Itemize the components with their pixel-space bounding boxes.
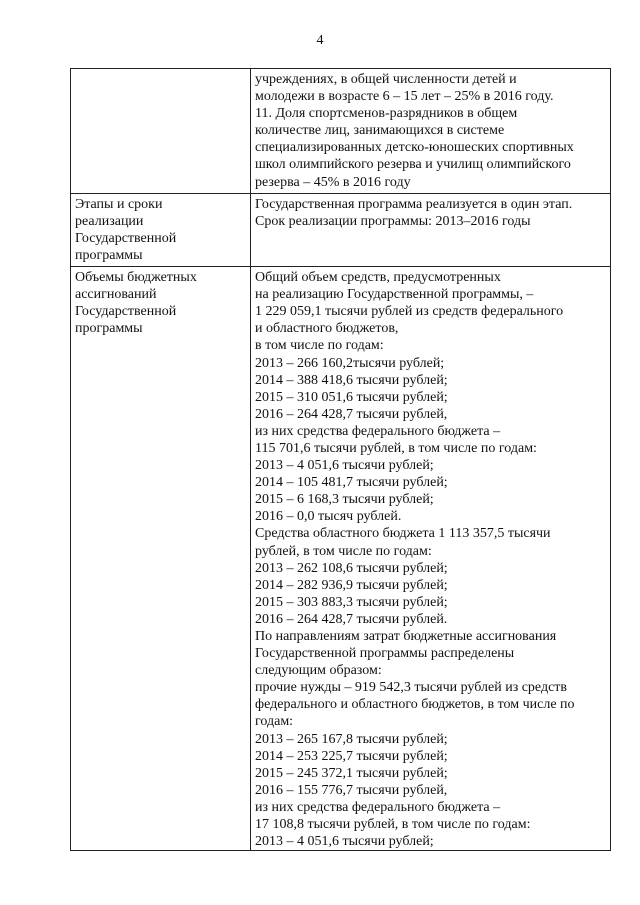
passport-table [70, 68, 611, 851]
text-line: 2013 – 4 051,6 тысячи рублей; [255, 458, 434, 474]
table-row [71, 193, 611, 266]
content-cell [251, 267, 611, 851]
text-line: Общий объем средств, предусмотренных [255, 270, 501, 286]
text-line: 2016 – 264 428,7 тысячи рублей. [255, 611, 448, 627]
text-line: 17 108,8 тысячи рублей, в том числе по годам: [255, 817, 531, 833]
text-line: 2015 – 6 168,3 тысячи рублей; [255, 492, 434, 508]
text-line: 2013 – 262 108,6 тысячи рублей; [255, 560, 448, 576]
label-cell [71, 69, 251, 194]
content-cell [251, 193, 611, 266]
text-line: 2016 – 264 428,7 тысячи рублей, [255, 406, 448, 422]
text-line: количестве лиц, занимающихся в системе [255, 123, 505, 139]
text-line: 2016 – 0,0 тысяч рублей. [255, 509, 402, 525]
text-line: Срок реализации программы: 2013–2016 годы [255, 213, 531, 229]
label-line: Государственной [75, 304, 177, 320]
label-line: Объемы бюджетных [75, 270, 197, 286]
text-line: годам: [255, 714, 294, 730]
text-line: рублей, в том числе по годам: [255, 543, 432, 559]
table-row [71, 69, 611, 194]
text-line: 2014 – 105 481,7 тысячи рублей; [255, 475, 448, 491]
text-line: молодежи в возрасте 6 – 15 лет – 25% в 2016 году. [255, 89, 554, 105]
text-line: в том числе по годам: [255, 338, 384, 354]
text-line: из них средства федерального бюджета – [255, 423, 501, 439]
text-line: прочие нужды – 919 542,3 тысячи рублей из средств [255, 680, 568, 696]
label-line: программы [75, 247, 143, 263]
text-line: 2014 – 282 936,9 тысячи рублей; [255, 577, 448, 593]
text-line: 2015 – 303 883,3 тысячи рублей; [255, 594, 448, 610]
text-line: 2015 – 310 051,6 тысячи рублей; [255, 389, 448, 405]
text-line: на реализацию Государственной программы, – [255, 287, 534, 303]
label-cell [71, 267, 251, 851]
page-number: 4 [316, 33, 324, 48]
label-line: ассигнований [75, 287, 157, 303]
text-line: 2013 – 4 051,6 тысячи рублей; [255, 834, 434, 850]
text-line: Государственной программы распределены [255, 646, 515, 662]
label-line: реализации [75, 213, 144, 229]
text-line: 2016 – 155 776,7 тысячи рублей, [255, 782, 448, 798]
text-line: и областного бюджетов, [255, 321, 399, 337]
text-line: 2013 – 265 167,8 тысячи рублей; [255, 731, 448, 747]
text-line: 115 701,6 тысячи рублей, в том числе по годам: [255, 440, 537, 456]
label-line: Государственной [75, 230, 177, 246]
text-line: Средства областного бюджета 1 113 357,5 тысячи [255, 526, 551, 542]
text-line: 2013 – 266 160,2тысячи рублей; [255, 355, 445, 371]
text-line: 2015 – 245 372,1 тысячи рублей; [255, 765, 448, 781]
text-line: учреждениях, в общей численности детей и [255, 72, 517, 87]
table-row [71, 267, 611, 851]
content-cell [251, 69, 611, 194]
text-line: 2014 – 388 418,6 тысячи рублей; [255, 372, 448, 388]
text-line: федерального и областного бюджетов, в том числе по [255, 697, 575, 713]
text-line: Государственная программа реализуется в один этап. [255, 196, 573, 212]
text-line: школ олимпийского резерва и училищ олимпийского [255, 157, 571, 173]
text-line: резерва – 45% в 2016 году [255, 174, 411, 190]
label-cell [71, 193, 251, 266]
text-line: 1 229 059,1 тысячи рублей из средств федерального [255, 304, 564, 320]
label-line: Этапы и сроки [75, 196, 163, 212]
text-line: из них средства федерального бюджета – [255, 799, 501, 815]
text-line: специализированных детско-юношеских спортивных [255, 140, 574, 156]
text-line: 11. Доля спортсменов-разрядников в общем [255, 106, 518, 122]
text-line: следующим образом: [255, 663, 382, 679]
text-line: По направлениям затрат бюджетные ассигнования [255, 629, 557, 644]
text-line: 2014 – 253 225,7 тысячи рублей; [255, 748, 448, 764]
label-line: программы [75, 321, 143, 337]
